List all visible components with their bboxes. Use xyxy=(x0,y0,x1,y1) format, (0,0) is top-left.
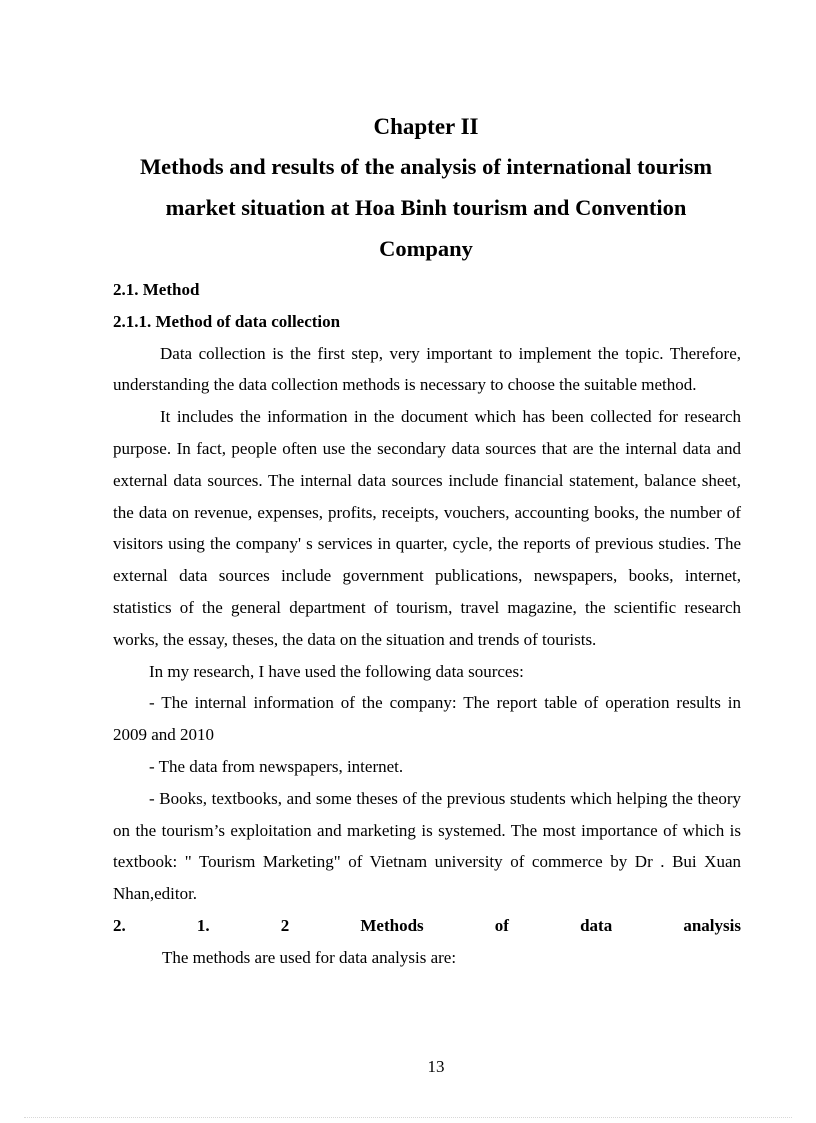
list-item-books: - Books, textbooks, and some theses of the previous students which helping the theory on the tourism’s exploitation and marketing is systemed. The most importance of which is textbook: " Tourism Marketing" of Vietnam university of commerce by Dr . Bui Xuan Nhan,editor. xyxy=(113,788,741,904)
heading-part: of xyxy=(494,915,509,935)
heading-part: Methods xyxy=(360,915,424,935)
page-bottom-divider xyxy=(24,1117,792,1118)
page-number: 13 xyxy=(427,1057,445,1076)
heading-part: 2 xyxy=(280,915,290,935)
section-heading-2-1: 2.1. Method xyxy=(113,280,200,299)
chapter-title-line-2: market situation at Hoa Binh tourism and Convention xyxy=(165,195,687,220)
body-text xyxy=(113,274,741,974)
heading-part: analysis xyxy=(683,915,741,935)
paragraph-data-sources: It includes the information in the document which has been collected for research purpose. In fact, people often use the secondary data sources that are the internal data and external data sources. The internal data sources include financial statement, balance sheet, the data on revenue, expenses, profits, receipts, vouchers, accounting books, the number of visitors using the company' s services in quarter, cycle, the reports of previous studies. The external data sources include government publications, newspapers, books, internet, statistics of the general department of tourism, travel magazine, the scientific research works, the essay, theses, the data on the situation and trends of tourists. xyxy=(113,407,741,649)
list-item-internal-info: - The internal information of the company: The report table of operation results in 2009 and 2010 xyxy=(113,693,741,745)
heading-part: 2. xyxy=(113,915,126,935)
chapter-title-line-3: Company xyxy=(379,236,473,261)
chapter-label: Chapter II xyxy=(373,114,479,139)
heading-part: data xyxy=(580,915,613,935)
section-heading-2-1-1: 2.1.1. Method of data collection xyxy=(113,311,341,331)
list-item-newspapers: - The data from newspapers, internet. xyxy=(149,756,404,776)
paragraph-research-sources-intro: In my research, I have used the following data sources: xyxy=(149,661,524,681)
heading-part: 1. xyxy=(196,915,210,935)
paragraph-analysis-methods-intro: The methods are used for data analysis are: xyxy=(162,947,457,967)
paragraph-data-collection-intro: Data collection is the first step, very important to implement the topic. Therefore, understanding the data collection methods is necessary to choose the suitable method. xyxy=(113,343,741,395)
chapter-heading xyxy=(100,108,752,269)
chapter-title-line-1: Methods and results of the analysis of international tourism xyxy=(139,154,713,179)
section-heading-2-1-2 xyxy=(113,910,741,942)
